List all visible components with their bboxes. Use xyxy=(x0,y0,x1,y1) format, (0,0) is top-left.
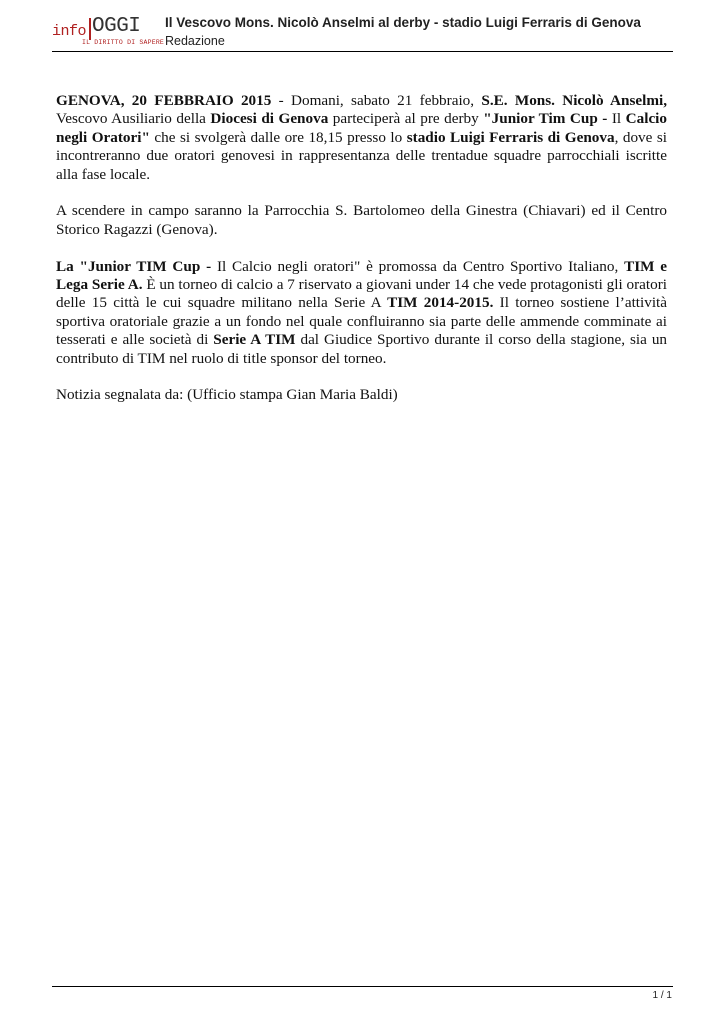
paragraph-3: La "Junior TIM Cup - Il Calcio negli oratori" è promossa da Centro Sportivo Italiano, TIM e Lega Serie A. È un torneo di calcio a 7 riservato a giovani under 14 che vede protagonisti gli oratori delle 15 città le cui squadre militano nella Serie A TIM 2014-2015. Il torneo sostiene l’attività sportiva oratoriale grazie a un fondo nel quale confluiranno sia parte delle ammende comminate ai tesserati e alle società di Serie A TIM dal Giudice Sportivo durante il corso della stagione, sia un contributo di TIM nel ruolo di title sponsor del torneo. xyxy=(56,257,668,367)
page-number: 1 / 1 xyxy=(652,990,672,1001)
logo-info-text: info xyxy=(52,23,87,40)
page-header xyxy=(52,14,673,50)
logo-tagline: IL DIRITTO DI SAPERE xyxy=(82,39,165,46)
logo-divider xyxy=(89,18,91,40)
paragraph-2: A scendere in campo saranno la Parrocchia S. Bartolomeo della Ginestra (Chiavari) ed il Centro Storico Ragazzi (Genova). xyxy=(56,202,667,238)
paragraph-4: Notizia segnalata da: (Ufficio stampa Gian Maria Baldi) xyxy=(56,386,398,404)
document-title: Il Vescovo Mons. Nicolò Anselmi al derby - stadio Luigi Ferraris di Genova xyxy=(165,15,641,30)
article-body xyxy=(56,92,667,423)
header-rule xyxy=(52,51,673,52)
document-author: Redazione xyxy=(165,34,225,48)
paragraph-1: GENOVA, 20 FEBBRAIO 2015 - Domani, sabato 21 febbraio, S.E. Mons. Nicolò Anselmi, Vescovo Ausiliario della Diocesi di Genova parteciperà al pre derby "Junior Tim Cup - Il Calcio negli Oratori" che si svolgerà dalle ore 18,15 presso lo stadio Luigi Ferraris di Genova, dove si incontreranno due oratori genovesi in rappresentanza delle trentadue squadre parrocchiali iscritte alla fase locale. xyxy=(56,92,668,183)
footer-rule xyxy=(52,986,673,987)
logo-oggi-text: OGGI xyxy=(92,15,141,38)
infooggi-logo xyxy=(52,14,165,48)
